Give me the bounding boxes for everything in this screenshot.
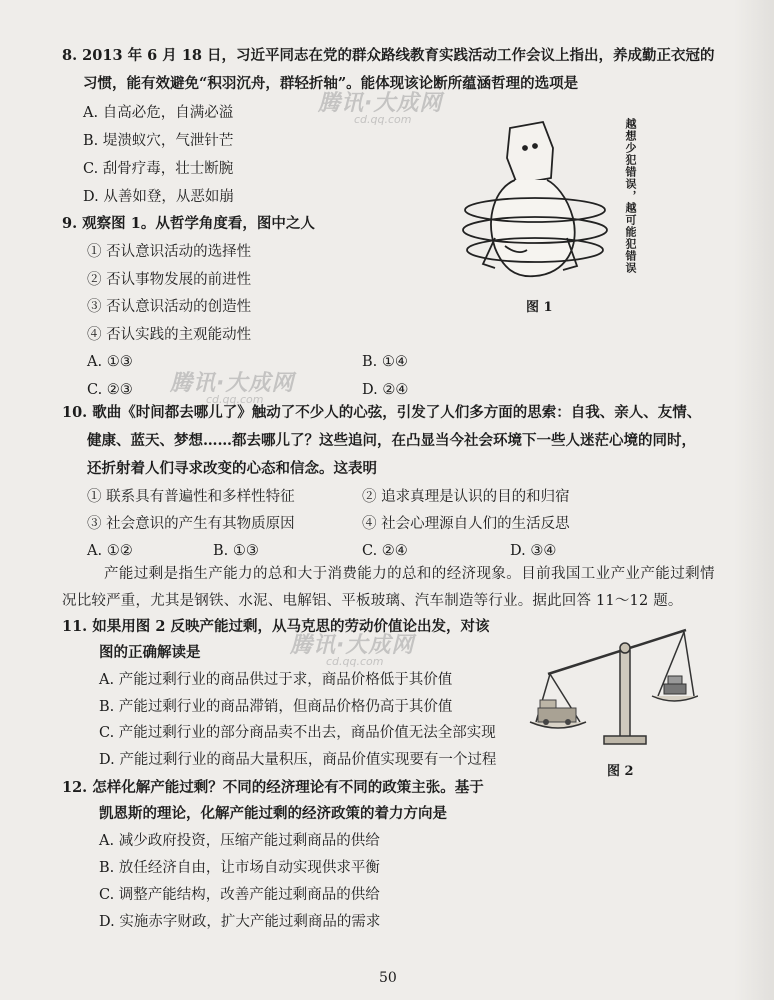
q10-stem-line3: 还折射着人们寻求改变的心态和信念。这表明 [87,460,377,477]
q12-stem-line1: 12. 怎样化解产能过剩？不同的经济理论有不同的政策主张。基于 [62,779,484,796]
q11-stem-line2: 图的正确解读是 [99,644,201,661]
q10-stem-line2: 健康、蓝天、梦想……都去哪儿了？这些追问，在凸显当今社会环境下一些人迷茫心境的同时， [87,432,696,449]
watermark-3 [290,628,414,668]
q9-item-1: ① 否认意识活动的选择性 [87,244,252,260]
watermark-3-name: 腾讯·大成网 [290,633,415,658]
q12-option-d: D. 实施赤字财政，扩大产能过剩商品的需求 [99,914,381,930]
watermark-1 [318,86,442,126]
passage-line1: 产能过剩是指生产能力的总和大于消费能力的总和的经济现象。目前我国工业产业产能过剩情 [104,566,715,582]
watermark-1-name: 腾讯·大成网 [318,91,443,116]
q10-option-b: B. ①③ [213,543,259,559]
q11-option-b: B. 产能过剩行业的商品滞销，但商品价格仍高于其价值 [99,699,453,715]
q10-item-1: ① 联系具有普遍性和多样性特征 [87,489,295,505]
q8-stem-line1: 8. 2013 年 6 月 18 日，习近平同志在党的群众路线教育实践活动工作会议上指出，养成勤正衣冠的 [62,47,715,64]
q11-stem-line1: 11. 如果用图 2 反映产能过剩，从马克思的劳动价值论出发，对该 [62,618,490,635]
q12-option-c: C. 调整产能结构，改善产能过剩商品的供给 [99,887,380,903]
q9-item-4: ④ 否认实践的主观能动性 [87,327,252,343]
q11-option-a: A. 产能过剩行业的商品供过于求，商品价格低于其价值 [99,672,453,688]
figure1-illustration [455,118,615,288]
q9-option-d: D. ②④ [362,382,409,398]
bleed-through-shadow [734,0,774,1000]
q11-option-c: C. 产能过剩行业的部分商品卖不出去，商品价值无法全部实现 [99,725,496,741]
q8-option-a: A. 自高必危，自满必溢 [83,105,234,121]
q9-option-b: B. ①④ [362,354,408,370]
watermark-3-url: cd.qq.com [326,655,384,668]
watermark-2-url: cd.qq.com [206,393,264,406]
q10-option-c: C. ②④ [362,543,408,559]
q12-option-a: A. 减少政府投资，压缩产能过剩商品的供给 [99,833,380,849]
q10-option-a: A. ①② [87,543,133,559]
q9-option-c: C. ②③ [87,382,133,398]
q10-item-2: ② 追求真理是认识的目的和归宿 [362,489,570,505]
watermark-1-url: cd.qq.com [354,113,412,126]
q10-item-4: ④ 社会心理源自人们的生活反思 [362,516,570,532]
passage-line2: 况比较严重，尤其是钢铁、水泥、电解铝、平板玻璃、汽车制造等行业。据此回答 11～12 题。 [62,593,683,609]
q8-stem-line2: 习惯，能有效避免“积羽沉舟，群轻折轴”。能体现该论断所蕴涵哲理的选项是 [83,75,579,92]
figure2-balance-scale [528,622,698,752]
figure2-caption: 图 2 [607,764,634,779]
q10-stem-line1: 10. 歌曲《时间都去哪儿了》触动了不少人的心弦，引发了人们多方面的思索：自我、亲人、友情、 [62,404,702,421]
q11-option-d: D. 产能过剩行业的商品大量积压，商品价值实现要有一个过程 [99,752,497,768]
q10-item-3: ③ 社会意识的产生有其物质原因 [87,516,295,532]
q12-stem-line2: 凯恩斯的理论，化解产能过剩的经济政策的着力方向是 [99,805,447,822]
q9-option-a: A. ①③ [87,354,133,370]
q9-item-3: ③ 否认意识活动的创造性 [87,299,252,315]
q8-option-d: D. 从善如登，从恶如崩 [83,189,234,205]
figure1-side-text: 越想少犯错误，越可能犯错误 [624,118,637,274]
figure1-caption: 图 1 [526,300,553,315]
page-number: 50 [379,970,397,986]
q9-stem: 9. 观察图 1。从哲学角度看，图中之人 [62,215,315,232]
q8-option-c: C. 刮骨疗毒，壮士断腕 [83,161,234,177]
watermark-2-name: 腾讯·大成网 [170,371,295,396]
watermark-2 [170,366,294,406]
q8-option-b: B. 堤溃蚁穴，气泄针芒 [83,133,234,149]
q10-option-d: D. ③④ [510,543,557,559]
q12-option-b: B. 放任经济自由，让市场自动实现供求平衡 [99,860,380,876]
q9-item-2: ② 否认事物发展的前进性 [87,272,252,288]
